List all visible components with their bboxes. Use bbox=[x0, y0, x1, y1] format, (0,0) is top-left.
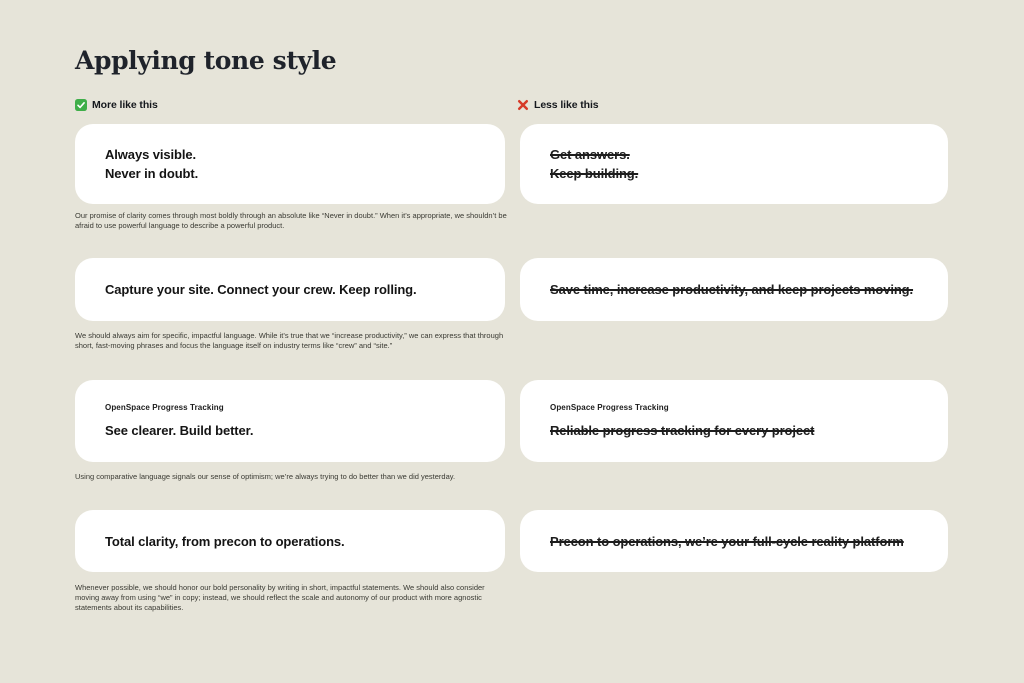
card-more-2 bbox=[75, 258, 505, 321]
column-header-less-label: Less like this bbox=[534, 99, 599, 111]
card-less-2 bbox=[520, 258, 948, 321]
caption-2: We should always aim for specific, impactful language. While it’s true that we “increase productivity,” we can express that through short, fast-moving phrases and focus the language itself on industry terms like “crew” and “site.” bbox=[75, 331, 504, 350]
card-more-3-line-1: See clearer. Build better. bbox=[105, 422, 254, 438]
page-title: Applying tone style bbox=[75, 46, 337, 75]
card-more-3 bbox=[75, 380, 505, 462]
caption-3: Using comparative language signals our sense of optimism; we’re always trying to do better than we did yesterday. bbox=[75, 472, 456, 481]
card-more-3-eyebrow: OpenSpace Progress Tracking bbox=[105, 402, 224, 412]
card-more-2-line-1: Capture your site. Connect your crew. Keep rolling. bbox=[105, 282, 417, 297]
card-less-3 bbox=[520, 380, 948, 462]
cross-icon bbox=[517, 99, 529, 111]
caption-4: Whenever possible, we should honor our bold personality by writing in short, impactful statements. We should also consider moving away from using “we” in copy; instead, we should reflect the scale and autonomy of our product with more agnostic statements about its capabilities. bbox=[75, 583, 485, 612]
card-more-4-line-1: Total clarity, from precon to operations. bbox=[105, 533, 345, 549]
check-icon bbox=[75, 99, 87, 111]
card-less-4-line-1: Precon to operations, we’re your full-cycle reality platform bbox=[550, 533, 904, 549]
card-less-3-eyebrow: OpenSpace Progress Tracking bbox=[550, 402, 669, 412]
card-less-4 bbox=[520, 510, 948, 572]
card-less-3-line-1: Reliable progress tracking for every project bbox=[550, 422, 815, 438]
card-more-1 bbox=[75, 124, 505, 204]
column-header-more-label: More like this bbox=[92, 99, 158, 111]
card-less-1-line-1: Get answers. bbox=[550, 147, 630, 162]
card-less-1 bbox=[520, 124, 948, 204]
column-header-more bbox=[75, 98, 158, 112]
card-less-2-line-1: Save time, increase productivity, and keep projects moving. bbox=[550, 282, 914, 297]
card-more-4 bbox=[75, 510, 505, 572]
card-less-1-line-2: Keep building. bbox=[550, 166, 639, 181]
card-more-1-line-2: Never in doubt. bbox=[105, 166, 199, 181]
card-more-1-line-1: Always visible. bbox=[105, 147, 196, 162]
column-header-less bbox=[517, 98, 599, 112]
caption-1: Our promise of clarity comes through most boldly through an absolute like “Never in doubt.” When it’s appropriate, we shouldn’t be afraid to use powerful language to describe a powerful product. bbox=[75, 211, 507, 230]
